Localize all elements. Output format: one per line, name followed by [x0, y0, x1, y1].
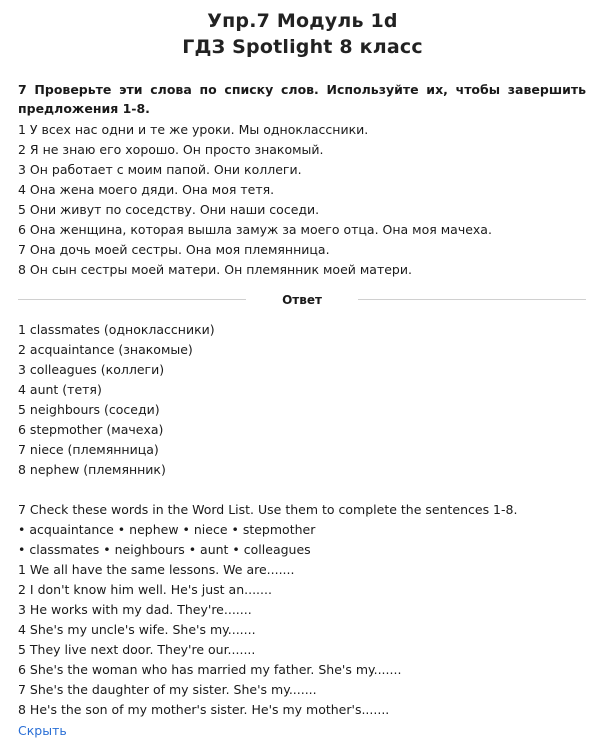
divider-line-right	[358, 299, 586, 300]
sentence-en: 3 He works with my dad. They're.......	[18, 602, 252, 617]
answer-item: 6 stepmother (мачеха)	[18, 422, 164, 437]
word-list-line-1: • acquaintance • nephew • niece • stepmother	[18, 522, 316, 537]
answer-divider	[18, 290, 586, 310]
answer-item: 5 neighbours (соседи)	[18, 402, 160, 417]
english-task	[18, 500, 593, 720]
answer-item: 1 classmates (одноклассники)	[18, 322, 215, 337]
answer-item: 4 aunt (тетя)	[18, 382, 102, 397]
sentence-ru: 1 У всех нас одни и те же уроки. Мы одноклассники.	[18, 122, 369, 137]
sentence-ru: 5 Они живут по соседству. Они наши соседи.	[18, 202, 320, 217]
answer-item: 7 niece (племянница)	[18, 442, 159, 457]
answer-item: 2 acquaintance (знакомые)	[18, 342, 193, 357]
sentence-ru: 6 Она женщина, которая вышла замуж за моего отца. Она моя мачеха.	[18, 222, 492, 237]
hide-link[interactable]: Скрыть	[18, 723, 67, 738]
page-subtitle: ГДЗ Spotlight 8 класс	[182, 36, 423, 58]
answer-label: Ответ	[282, 293, 322, 307]
sentence-ru: 8 Он сын сестры моей матери. Он племянник моей матери.	[18, 262, 412, 277]
task-heading-ru: 7 Проверьте эти слова по списку слов. Используйте их, чтобы завершить предложения 1-8.	[18, 82, 586, 116]
sentence-en: 6 She's the woman who has married my father. She's my.......	[18, 662, 402, 677]
page-title: Упр.7 Модуль 1d	[207, 10, 398, 32]
sentence-en: 8 He's the son of my mother's sister. He's my mother's.......	[18, 702, 390, 717]
task-heading-en: 7 Check these words in the Word List. Use them to complete the sentences 1-8.	[18, 502, 518, 517]
sentence-ru: 2 Я не знаю его хорошо. Он просто знакомый.	[18, 142, 324, 157]
sentences-en-list	[18, 560, 593, 720]
sentence-ru: 7 Она дочь моей сестры. Она моя племянница.	[18, 242, 330, 257]
divider-line-left	[18, 299, 246, 300]
answer-item: 3 colleagues (коллеги)	[18, 362, 165, 377]
sentences-ru-list	[18, 120, 593, 280]
sentence-en: 2 I don't know him well. He's just an.......	[18, 582, 272, 597]
sentence-en: 5 They live next door. They're our.......	[18, 642, 256, 657]
word-list-line-2: • classmates • neighbours • aunt • colleagues	[18, 542, 311, 557]
sentence-ru: 3 Он работает с моим папой. Они коллеги.	[18, 162, 302, 177]
sentence-en: 1 We all have the same lessons. We are.......	[18, 562, 295, 577]
answers-list	[18, 320, 588, 480]
answer-item: 8 nephew (племянник)	[18, 462, 166, 477]
sentence-en: 7 She's the daughter of my sister. She's my.......	[18, 682, 317, 697]
sentence-ru: 4 Она жена моего дяди. Она моя тетя.	[18, 182, 275, 197]
sentence-en: 4 She's my uncle's wife. She's my.......	[18, 622, 256, 637]
